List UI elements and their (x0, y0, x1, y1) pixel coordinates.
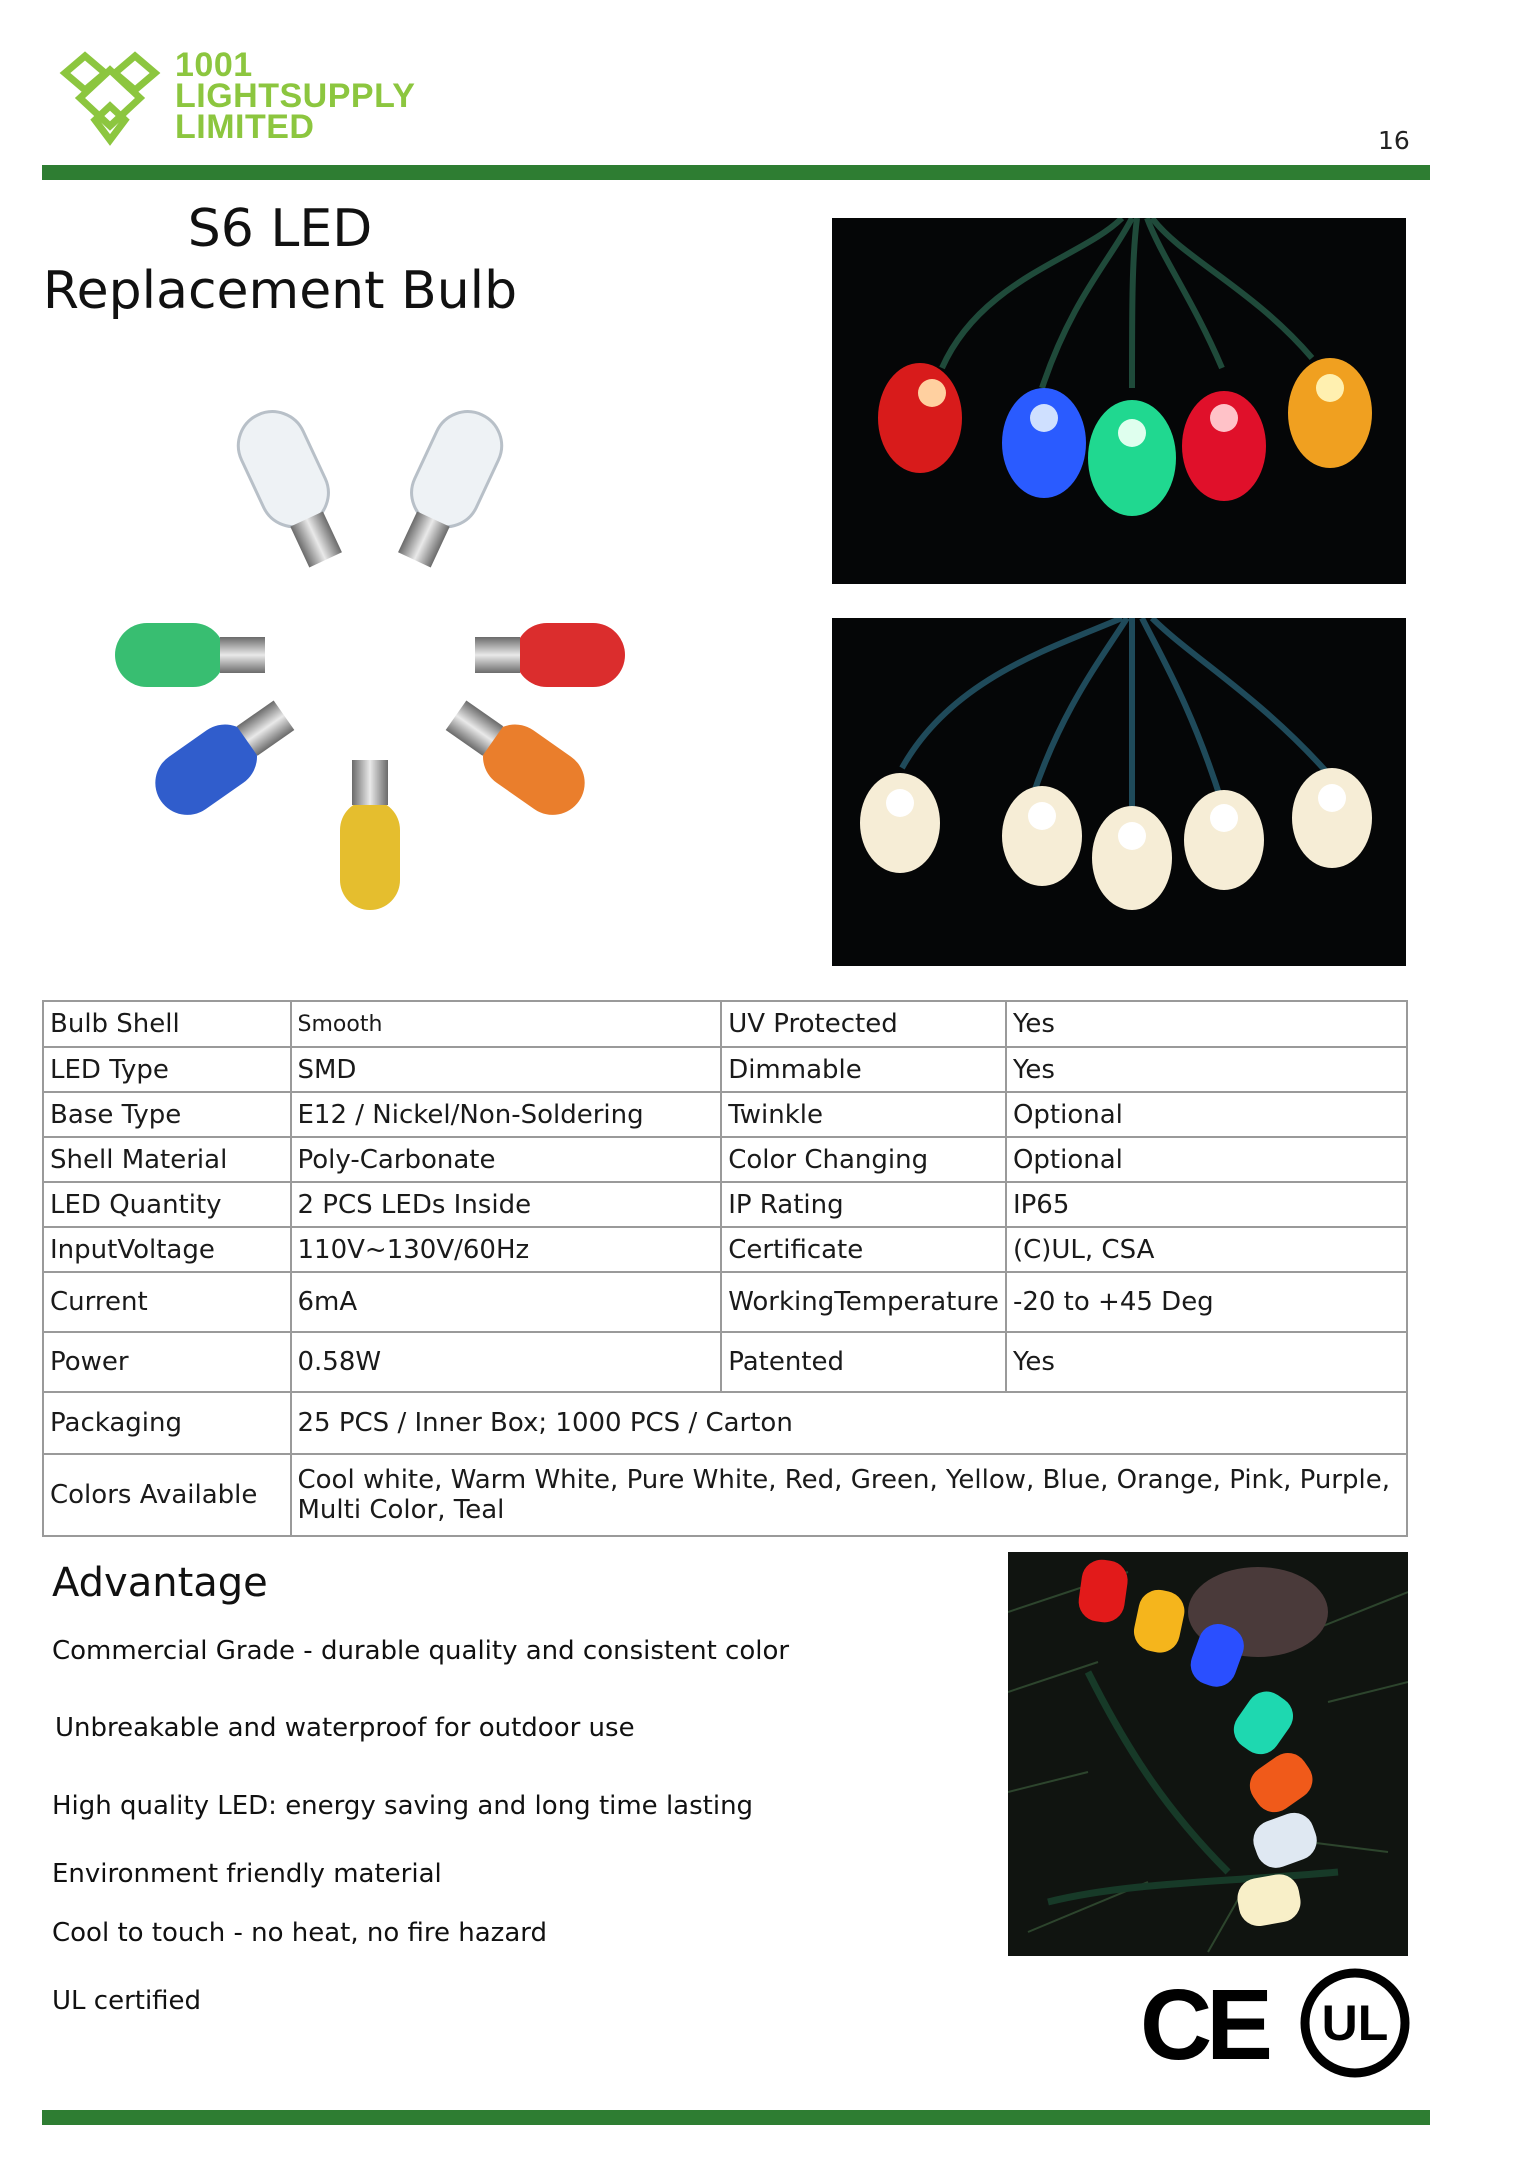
spec-label: Dimmable (721, 1047, 1006, 1092)
bulb-fan-image (70, 340, 670, 970)
spec-row (43, 1182, 1407, 1227)
spec-value: Yes (1006, 1001, 1407, 1047)
spec-label: Bulb Shell (43, 1001, 291, 1047)
company-name (175, 46, 416, 146)
spec-label: Colors Available (43, 1454, 291, 1536)
spec-value: Smooth (291, 1001, 722, 1047)
product-title-line-1: S6 LED (187, 199, 373, 259)
tree-bulbs-photo (1008, 1552, 1408, 1956)
spec-label: Base Type (43, 1092, 291, 1137)
spec-row (43, 1001, 1407, 1047)
spec-label: IP Rating (721, 1182, 1006, 1227)
advantage-item: Cool to touch - no heat, no fire hazard (52, 1918, 548, 1948)
ce-mark-icon: CE (1140, 1969, 1267, 2081)
spec-label: UV Protected (721, 1001, 1006, 1047)
advantage-item: UL certified (52, 1986, 202, 2016)
spec-value: 0.58W (291, 1332, 722, 1392)
advantage-item: High quality LED: energy saving and long time lasting (52, 1791, 754, 1821)
spec-value: Optional (1006, 1137, 1407, 1182)
advantage-title: Advantage (52, 1560, 268, 1606)
spec-value: -20 to +45 Deg (1006, 1272, 1407, 1332)
spec-label: Patented (721, 1332, 1006, 1392)
white-bulbs-photo (832, 618, 1406, 966)
product-title-line-2: Replacement Bulb (42, 261, 518, 321)
spec-row (43, 1332, 1407, 1392)
page-number: 16 (1378, 126, 1410, 155)
spec-value: Yes (1006, 1332, 1407, 1392)
spec-label: Power (43, 1332, 291, 1392)
product-title (40, 198, 520, 322)
spec-value: IP65 (1006, 1182, 1407, 1227)
spec-label: Color Changing (721, 1137, 1006, 1182)
brand-line-2: LIGHTSUPPLY (175, 77, 416, 115)
spec-value: 6mA (291, 1272, 722, 1332)
spec-value: SMD (291, 1047, 722, 1092)
spec-label: InputVoltage (43, 1227, 291, 1272)
spec-value: Poly-Carbonate (291, 1137, 722, 1182)
spec-label: LED Type (43, 1047, 291, 1092)
spec-value: Yes (1006, 1047, 1407, 1092)
advantage-item: Commercial Grade - durable quality and consistent color (52, 1636, 790, 1666)
spec-row-packaging (43, 1392, 1407, 1454)
spec-row (43, 1137, 1407, 1182)
footer-divider (42, 2110, 1430, 2125)
advantage-item: Unbreakable and waterproof for outdoor use (55, 1713, 635, 1743)
spec-label: WorkingTemperature (721, 1272, 1006, 1332)
spec-value: 2 PCS LEDs Inside (291, 1182, 722, 1227)
spec-value: Cool white, Warm White, Pure White, Red, Green, Yellow, Blue, Orange, Pink, Purple, Multi Color, Teal (291, 1454, 1408, 1536)
spec-label: LED Quantity (43, 1182, 291, 1227)
ul-mark-text: UL (1321, 1995, 1389, 2051)
spec-row (43, 1092, 1407, 1137)
spec-value: 25 PCS / Inner Box; 1000 PCS / Carton (291, 1392, 1408, 1454)
spec-row-colors (43, 1454, 1407, 1536)
spec-row (43, 1227, 1407, 1272)
spec-value: Optional (1006, 1092, 1407, 1137)
spec-value: (C)UL, CSA (1006, 1227, 1407, 1272)
spec-value: E12 / Nickel/Non-Soldering (291, 1092, 722, 1137)
spec-row (43, 1272, 1407, 1332)
ul-mark-icon (1300, 1968, 1410, 2078)
colored-bulbs-photo (832, 218, 1406, 584)
spec-label: Current (43, 1272, 291, 1332)
spec-label: Packaging (43, 1392, 291, 1454)
header-divider (42, 165, 1430, 180)
spec-row (43, 1047, 1407, 1092)
spec-value: 110V~130V/60Hz (291, 1227, 722, 1272)
brand-line-3: LIMITED (175, 108, 315, 146)
brand-line-1: 1001 (175, 46, 253, 84)
spec-label: Shell Material (43, 1137, 291, 1182)
spec-label: Certificate (721, 1227, 1006, 1272)
spec-label: Twinkle (721, 1092, 1006, 1137)
advantage-item: Environment friendly material (52, 1859, 442, 1889)
spec-table (42, 1000, 1408, 1537)
